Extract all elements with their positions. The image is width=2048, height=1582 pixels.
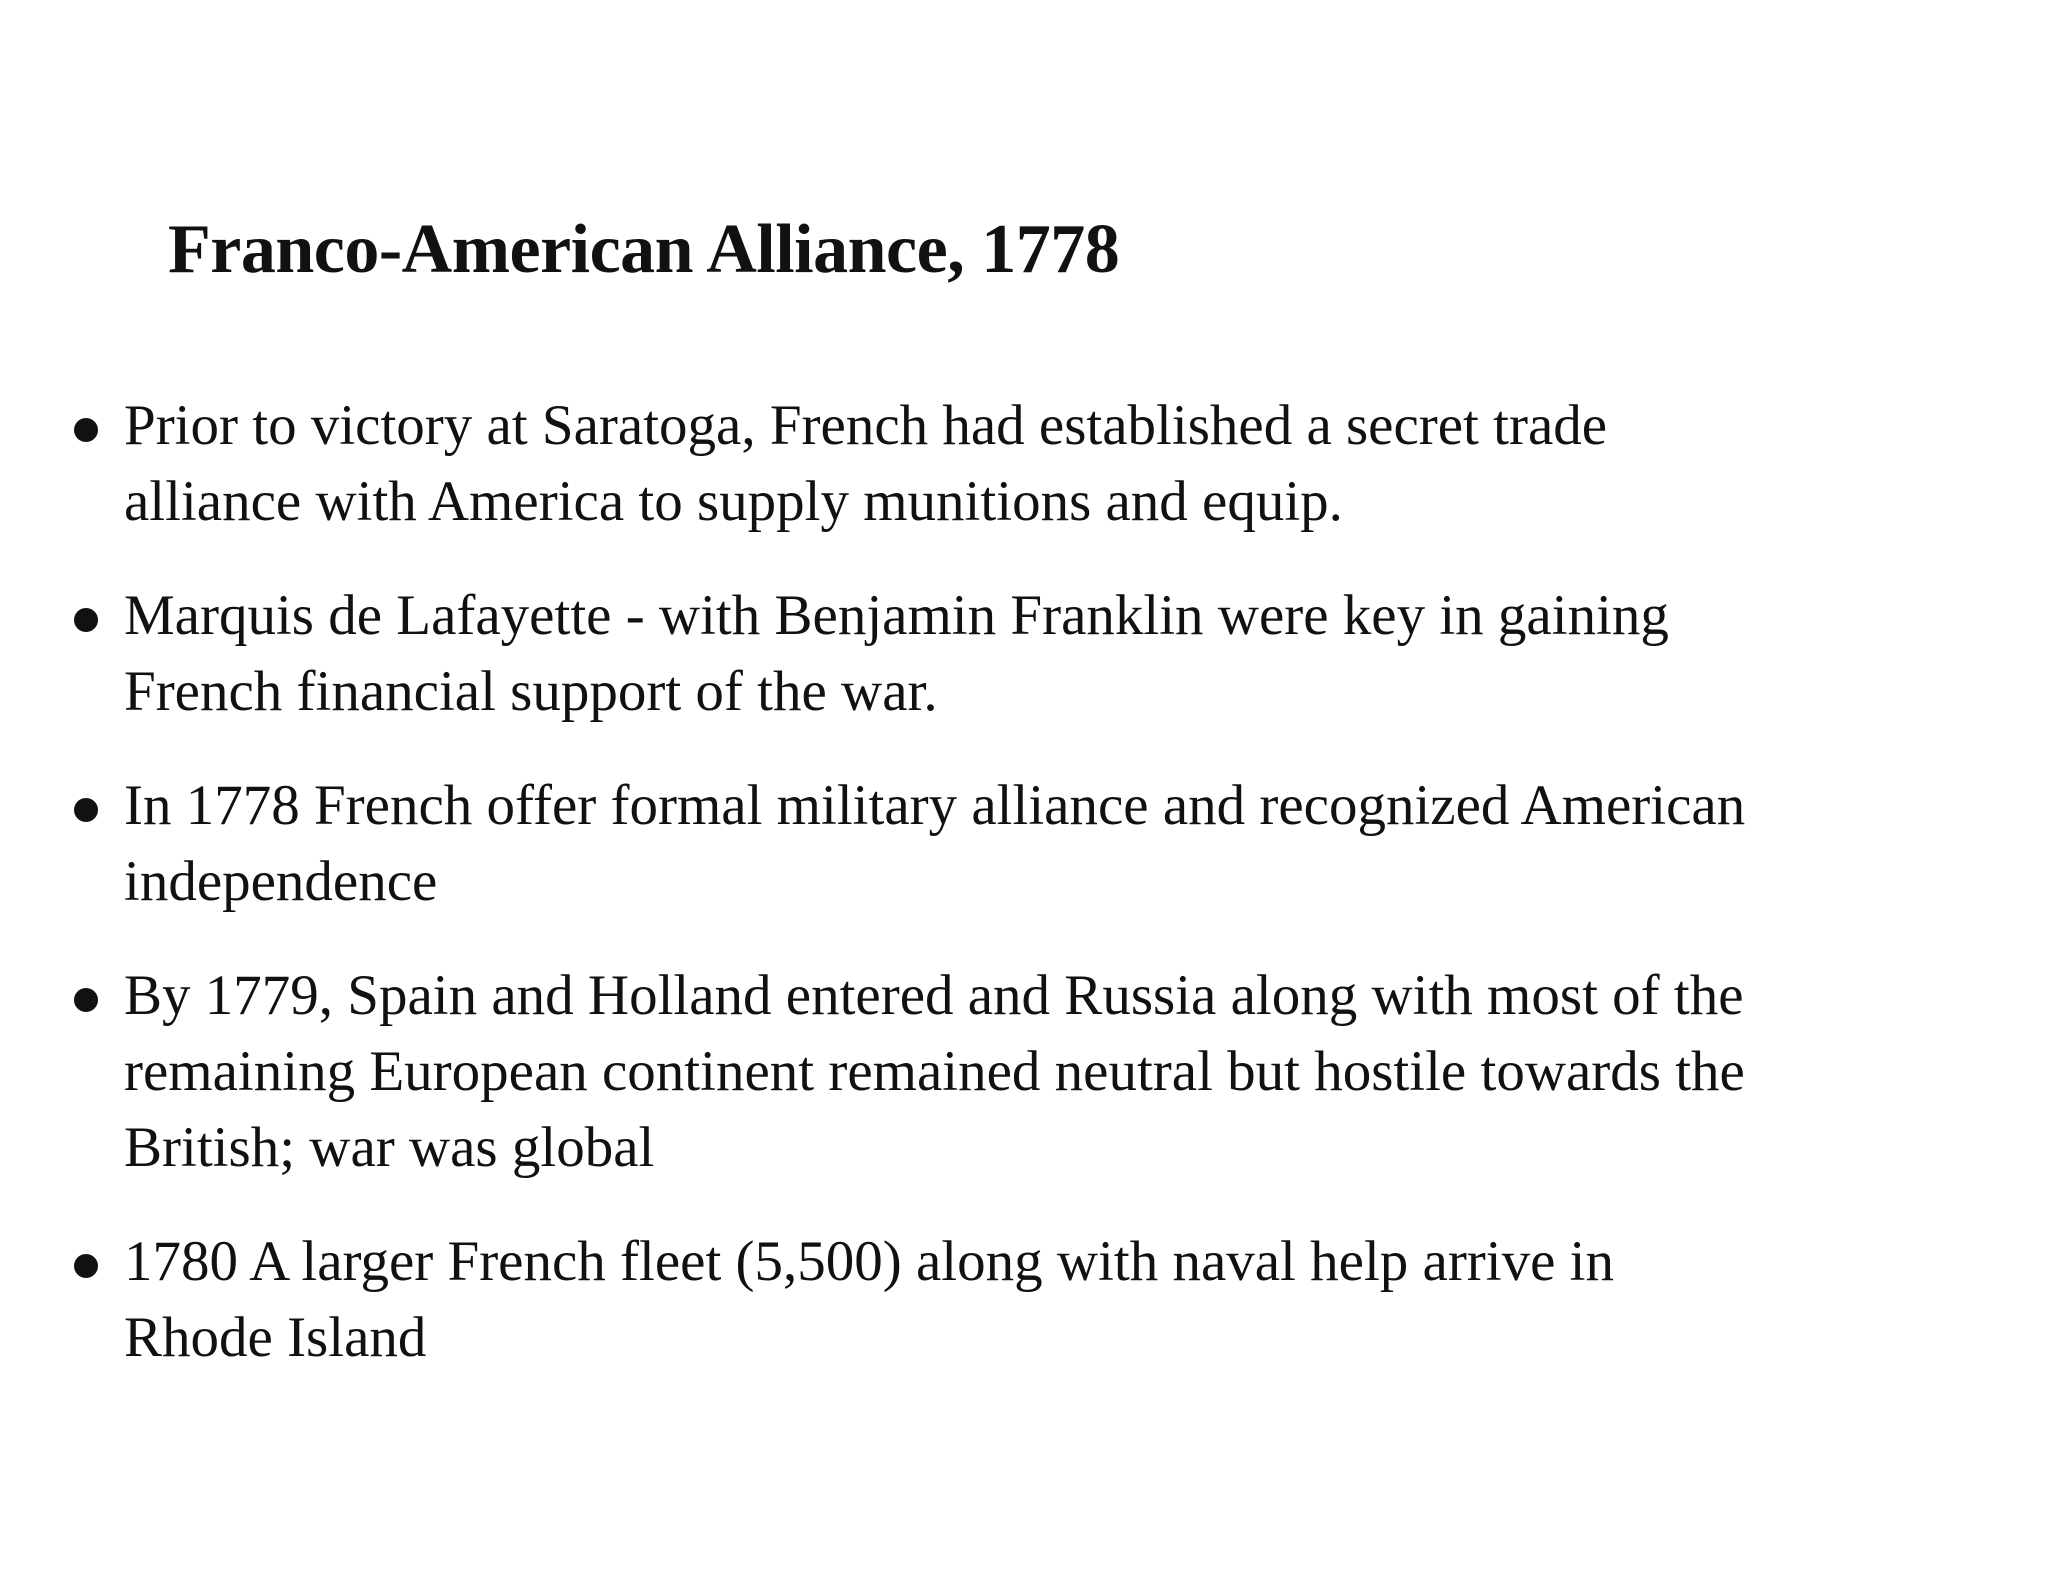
bullet-list: [66, 388, 1766, 1414]
bullet-text: By 1779, Spain and Holland entered and Russia along with most of the remaining European continent remained neutral but hostile towards the British; war was global: [124, 964, 1745, 1179]
bullet-text: 1780 A larger French fleet (5,500) along with naval help arrive in Rhode Island: [124, 1230, 1615, 1369]
bullet-text: Marquis de Lafayette - with Benjamin Franklin were key in gaining French financial support of the war.: [124, 584, 1669, 723]
slide-title: Franco-American Alliance, 1778: [168, 211, 1120, 288]
bullet-item: [66, 388, 1766, 540]
bullet-dot-icon: [74, 1254, 98, 1278]
bullet-item: [66, 1224, 1766, 1376]
bullet-item: [66, 958, 1766, 1186]
bullet-dot-icon: [74, 798, 98, 822]
bullet-item: [66, 578, 1766, 730]
bullet-text: In 1778 French offer formal military alliance and recognized American independence: [124, 774, 1746, 913]
bullet-item: [66, 768, 1766, 920]
bullet-dot-icon: [74, 988, 98, 1012]
bullet-dot-icon: [74, 608, 98, 632]
bullet-text: Prior to victory at Saratoga, French had established a secret trade alliance with America to supply munitions and equip.: [124, 394, 1608, 533]
bullet-dot-icon: [74, 418, 98, 442]
